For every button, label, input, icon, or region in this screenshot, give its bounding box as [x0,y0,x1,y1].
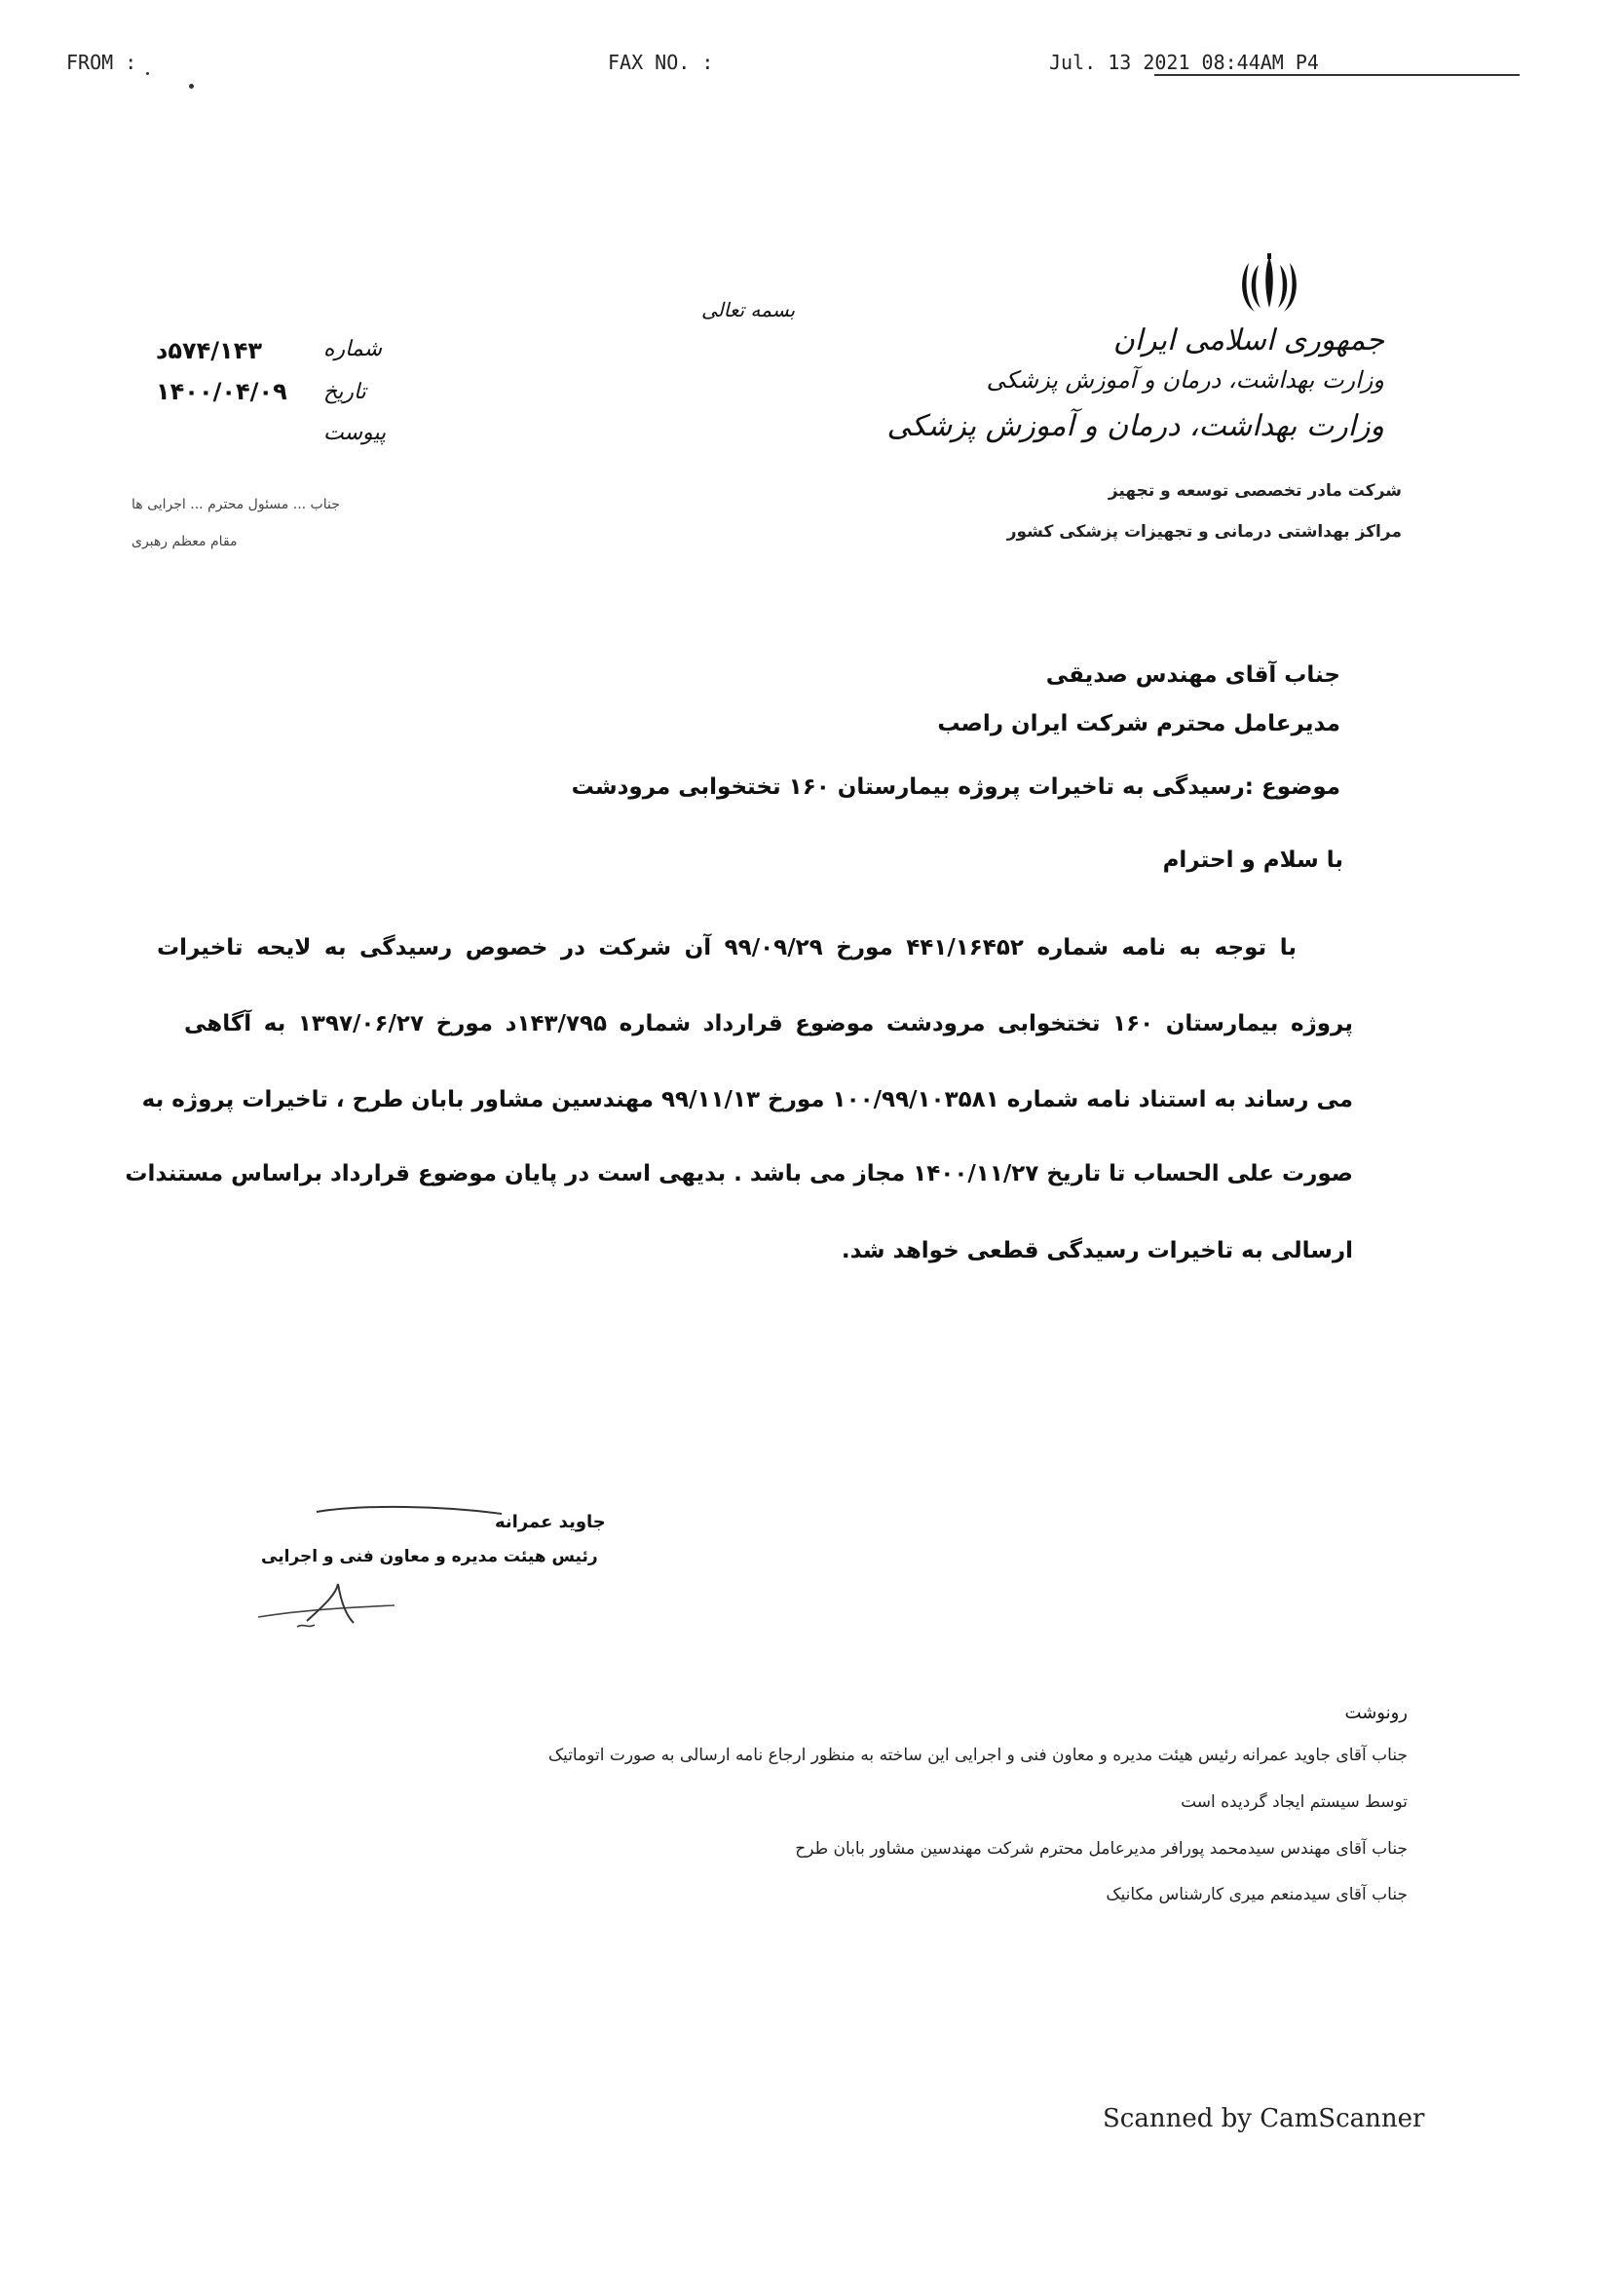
besmellah: بسمه تعالی [701,298,796,321]
ministry-title: وزارت بهداشت، درمان و آموزش پزشکی [886,409,1384,443]
addressee-name: جناب آقای مهندس صدیقی [1045,662,1340,688]
company-name-line2: مراکز بهداشتی درمانی و تجهیزات پزشکی کشور [1006,522,1402,542]
number-label: شماره [323,337,383,361]
camscanner-watermark: Scanned by CamScanner [1103,2104,1425,2133]
fax-header-rule [1154,74,1520,76]
scan-speck [146,72,149,75]
header-note-line2: مقام معظم رهبری [132,534,238,549]
copy-recipient: جناب آقای سیدمنعم میری کارشناس مکانیک [1106,1885,1408,1904]
scan-speck [189,84,194,89]
letter-date: ۱۴۰۰/۰۴/۰۹ [156,378,287,405]
greeting: با سلام و احترام [1162,847,1343,873]
iran-emblem-icon [1235,251,1303,320]
addressee-title: مدیرعامل محترم شرکت ایران راصب [937,711,1340,736]
copies-title: رونوشت [1344,1703,1408,1723]
letter-number: ۵۷۴/۱۴۳د [156,337,262,364]
signatory-title: رئیس هیئت مدیره و معاون فنی و اجرایی [261,1547,598,1566]
body-line: ارسالی به تاخیرات رسیدگی قطعی خواهد شد. [841,1238,1353,1263]
signatory-name: جاوید عمرانه [495,1512,606,1532]
fax-from-label: FROM : [66,51,137,74]
attachment-label: پیوست [323,421,387,445]
copy-recipient: جناب آقای جاوید عمرانه رئیس هیئت مدیره و معاون فنی و اجرایی این ساخته به منظور ارجاع نامه ارسالی به صورت اتوماتیک [547,1746,1408,1765]
body-line: با توجه به نامه شماره ۴۴۱/۱۶۴۵۲ مورخ ۹۹/۰۹/۲۹ آن شرکت در خصوص رسیدگی به لایحه تاخیرات [157,935,1297,960]
body-line: صورت علی الحساب تا تاریخ ۱۴۰۰/۱۱/۲۷ مجاز می باشد . بدیهی است در پایان موضوع قرارداد براساس مستندات [125,1161,1353,1186]
company-name-line1: شرکت مادر تخصصی توسعه و تجهیز [1108,481,1402,501]
body-line: پروژه بیمارستان ۱۶۰ تختخوابی مرودشت موضوع قرارداد شماره ۱۴۳/۷۹۵د مورخ ۱۳۹۷/۰۶/۲۷ به آگاهی [184,1011,1354,1036]
body-line: می رساند به استناد نامه شماره ۱۰۰/۹۹/۱۰۳۵۸۱ مورخ ۹۹/۱۱/۱۳ مهندسین مشاور بابان طرح ، تاخیرات پروژه به [141,1087,1353,1112]
header-note-line1: جناب ... مسئول محترم ... اجرایی ها [132,497,340,512]
copy-recipient: توسط سیستم ایجاد گردیده است [1181,1792,1408,1812]
date-label: تاریخ [323,380,366,404]
ministry-subtitle: وزارت بهداشت، درمان و آموزش پزشکی [986,366,1384,394]
letter-subject: موضوع :رسیدگی به تاخیرات پروژه بیمارستان ۱۶۰ تختخوابی مرودشت [571,774,1340,800]
fax-datetime: Jul. 13 2021 08:44AM P4 [1049,51,1319,74]
fax-number-label: FAX NO. : [608,51,714,74]
copy-recipient: جناب آقای مهندس سیدمحمد پورافر مدیرعامل محترم شرکت مهندسین مشاور بابان طرح [795,1839,1408,1859]
republic-title: جمهوری اسلامی ایران [1112,323,1384,358]
